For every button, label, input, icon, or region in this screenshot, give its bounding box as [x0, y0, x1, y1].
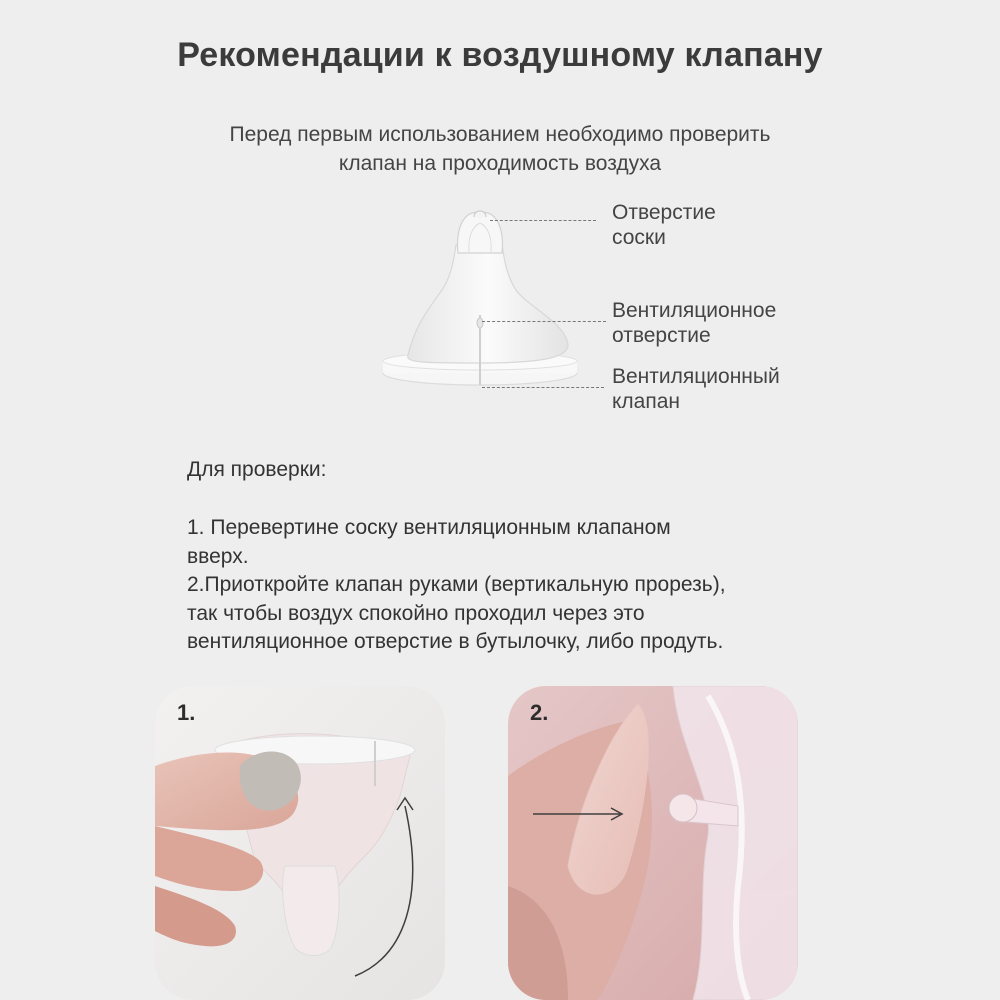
- step-line: вентиляционное отверстие в бутылочку, либо продуть.: [187, 630, 724, 653]
- photo-step-2: [508, 686, 798, 1000]
- step-line: так чтобы воздух спокойно проходил через это: [187, 601, 645, 625]
- callout-vent-hole-line-2: отверстие: [612, 324, 711, 347]
- vent-valve-leader-line: [482, 387, 604, 388]
- subtitle: [0, 120, 1000, 178]
- subtitle-line-2: клапан на проходимость воздуха: [338, 152, 662, 175]
- nipple-diagram: [370, 195, 610, 405]
- step-line: 2.Приоткройте клапан руками (вертикальную прорезь),: [187, 573, 726, 596]
- callout-vent-hole-line-1: Вентиляционное: [612, 299, 777, 322]
- step-line: вверх.: [187, 544, 249, 568]
- nipple-illustration: [370, 195, 610, 405]
- callout-tip-hole-line-1: Отверстие: [612, 201, 716, 224]
- photo-step-1-image: [155, 686, 445, 1000]
- photo-step-2-number: 2.: [530, 700, 549, 725]
- callout-tip-hole-line-2: соски: [612, 226, 666, 249]
- photo-step-2-image: [508, 686, 798, 1000]
- subtitle-line-1: Перед первым использованием необходимо проверить: [229, 123, 771, 146]
- tip-hole-leader-line: [490, 220, 596, 221]
- callout-vent-hole: [612, 298, 776, 348]
- step-line: 1. Перевертине соску вентиляционным клапаном: [187, 516, 671, 539]
- callout-vent-valve-line-2: клапан: [612, 390, 681, 413]
- photo-step-1-number: 1.: [177, 700, 196, 725]
- instructions-intro: Для проверки:: [187, 458, 327, 481]
- page-title: Рекомендации к воздушному клапану: [177, 36, 823, 74]
- callout-vent-valve-line-1: Вентиляционный: [612, 365, 780, 388]
- vent-hole-leader-line: [482, 321, 606, 322]
- photo-step-1: [155, 686, 445, 1000]
- instructions-steps: [187, 514, 827, 657]
- callout-vent-valve: [612, 364, 780, 414]
- callout-tip-hole: [612, 200, 716, 250]
